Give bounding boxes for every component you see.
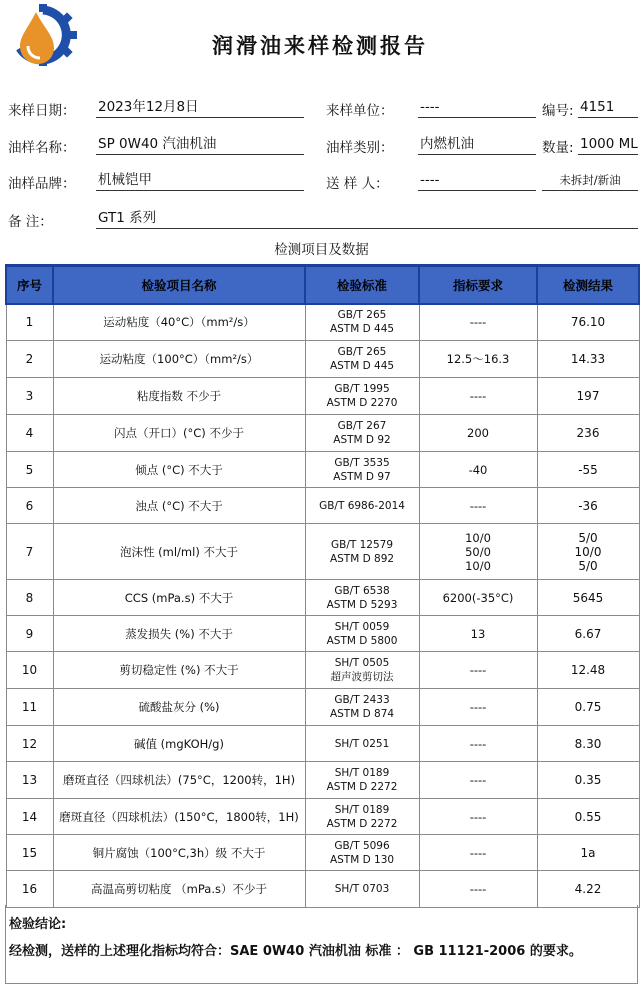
item-name: 泡沫性 (ml/ml) 不大于 <box>53 524 305 580</box>
result-line: 0.75 <box>574 700 602 714</box>
qty-label: 数量: <box>542 140 574 156</box>
date-label: 来样日期： <box>8 103 76 119</box>
standard-line: ASTM D 874 <box>329 708 395 720</box>
row-number: 16 <box>6 871 53 908</box>
row-number: 13 <box>6 762 53 799</box>
qty-value: 1000 ML <box>578 135 638 155</box>
standard <box>305 799 419 835</box>
row-number: 9 <box>6 616 53 652</box>
result-line: 0.55 <box>574 809 602 824</box>
standard-line: ASTM D 2272 <box>326 781 398 793</box>
row-number: 5 <box>6 452 53 488</box>
type-value: 内燃机油 <box>418 135 536 155</box>
header-item-name: 检验项目名称 <box>53 266 305 304</box>
header-requirement: 指标要求 <box>419 266 537 304</box>
item-name: 剪切稳定性 (%) 不大于 <box>53 652 305 689</box>
row-number: 8 <box>6 580 53 616</box>
item-name: 硫酸盐灰分 (%) <box>53 689 305 726</box>
requirement <box>419 652 537 689</box>
row-number: 15 <box>6 835 53 871</box>
standard <box>305 726 419 762</box>
name-label: 油样名称： <box>8 140 76 156</box>
result <box>537 378 639 415</box>
row-number: 10 <box>6 652 53 689</box>
result-line: 6.67 <box>574 626 602 641</box>
table-row <box>6 762 639 799</box>
standard-line: SH/T 0059 <box>334 620 390 633</box>
result <box>537 835 639 871</box>
date-value: 2023年12月8日 <box>96 98 304 118</box>
table-row <box>6 835 639 871</box>
result <box>537 415 639 452</box>
result-line: -55 <box>578 462 598 477</box>
table-row <box>6 488 639 524</box>
standard <box>305 304 419 341</box>
result-line: 4.22 <box>574 882 602 896</box>
requirement-line: 10/0 <box>465 530 491 545</box>
item-name: 碱值 (mgKOH/g) <box>53 726 305 762</box>
requirement-line: ---- <box>469 389 487 403</box>
header-standard: 检验标准 <box>305 266 419 304</box>
conclusion-text: 经检测，送样的上述理化指标均符合：SAE 0W40 汽油机油 标准 ： GB 11121-2006 的要求。 <box>9 944 582 959</box>
sender-value: ---- <box>418 171 536 191</box>
requirement-line: ---- <box>469 663 487 677</box>
standard-line: SH/T 0189 <box>334 803 390 816</box>
requirement <box>419 415 537 452</box>
number-value: 4151 <box>578 98 638 118</box>
result <box>537 871 639 908</box>
standard-line: ASTM D 92 <box>333 434 391 446</box>
standard-line: SH/T 0189 <box>334 767 390 779</box>
row-number: 1 <box>6 304 53 341</box>
standard-line: ASTM D 130 <box>329 853 395 866</box>
result <box>537 341 639 378</box>
standard-line: ASTM D 445 <box>329 360 395 372</box>
table-row <box>6 524 639 580</box>
result-line: 12.48 <box>570 663 606 677</box>
table-row <box>6 871 639 908</box>
requirement <box>419 378 537 415</box>
remark-label: 备 注： <box>8 214 53 230</box>
standard <box>305 378 419 415</box>
standard-line: SH/T 0505 <box>334 657 390 669</box>
requirement <box>419 799 537 835</box>
item-name: 高温高剪切粘度 （mPa.s）不少于 <box>53 871 305 908</box>
standard-line: GB/T 265 <box>337 346 387 358</box>
table-row <box>6 799 639 835</box>
requirement-line: ---- <box>469 736 487 751</box>
row-number: 7 <box>6 524 53 580</box>
result-line: 10/0 <box>574 544 602 559</box>
standard-line: SH/T 0703 <box>334 883 390 895</box>
result <box>537 304 639 341</box>
standard <box>305 871 419 908</box>
requirement <box>419 726 537 762</box>
seal-status: 未拆封/新油 <box>542 171 638 191</box>
result-line: 197 <box>576 389 600 403</box>
row-number: 11 <box>6 689 53 726</box>
result-line: 5645 <box>572 590 604 605</box>
result <box>537 762 639 799</box>
results-table <box>5 264 640 908</box>
standard-line: GB/T 265 <box>337 309 387 322</box>
requirement-line: ---- <box>469 845 487 860</box>
requirement-line: ---- <box>469 773 487 787</box>
result-line: 8.30 <box>574 736 602 751</box>
requirement-line: ---- <box>469 882 487 896</box>
requirement-line: -40 <box>468 462 488 477</box>
table-row <box>6 689 639 726</box>
requirement-line: ---- <box>469 809 487 824</box>
standard-line: GB/T 3535 <box>334 456 390 469</box>
number-label: 编号: <box>542 103 574 119</box>
standard <box>305 652 419 689</box>
result-line: 5/0 <box>578 530 598 545</box>
item-name: 磨斑直径（四球机法）(75°C，1200转，1H) <box>53 762 305 799</box>
item-name: 倾点 (°C) 不大于 <box>53 452 305 488</box>
result <box>537 524 639 580</box>
table-row <box>6 341 639 378</box>
header-result: 检测结果 <box>537 266 639 304</box>
name-value: SP 0W40 汽油机油 <box>96 135 304 155</box>
unit-value: ---- <box>418 98 536 118</box>
standard <box>305 580 419 616</box>
row-number: 14 <box>6 799 53 835</box>
standard-line: ASTM D 97 <box>333 470 391 483</box>
table-row <box>6 304 639 341</box>
item-name: 磨斑直径（四球机法）(150°C，1800转，1H) <box>53 799 305 835</box>
result-line: 76.10 <box>570 315 606 330</box>
standard <box>305 762 419 799</box>
result <box>537 652 639 689</box>
standard-line: SH/T 0251 <box>334 737 390 750</box>
table-row <box>6 580 639 616</box>
item-name: 闪点（开口）(°C) 不少于 <box>53 415 305 452</box>
item-name: 运动粘度（40°C）（mm²/s） <box>53 304 305 341</box>
requirement <box>419 488 537 524</box>
table-row <box>6 452 639 488</box>
result <box>537 799 639 835</box>
item-name: 铜片腐蚀（100°C,3h）级 不大于 <box>53 835 305 871</box>
requirement <box>419 762 537 799</box>
type-label: 油样类别： <box>326 140 394 156</box>
requirement <box>419 616 537 652</box>
requirement-line: ---- <box>469 498 487 513</box>
requirement-line: 12.5～16.3 <box>446 352 510 366</box>
standard-line: ASTM D 5293 <box>326 598 398 611</box>
table-header-row <box>6 266 639 304</box>
header-no: 序号 <box>6 266 53 304</box>
table-row <box>6 415 639 452</box>
result-line: 236 <box>576 426 600 440</box>
standard <box>305 488 419 524</box>
standard-line: GB/T 5096 <box>334 839 390 852</box>
result-line: 0.35 <box>574 773 602 787</box>
item-name: 粘度指数 不少于 <box>53 378 305 415</box>
requirement <box>419 304 537 341</box>
standard-line: GB/T 6538 <box>334 584 390 597</box>
requirement-line: 200 <box>467 426 489 440</box>
table-row <box>6 616 639 652</box>
remark-value: GT1 系列 <box>96 209 638 229</box>
brand-value: 机械铠甲 <box>96 171 304 191</box>
requirement <box>419 524 537 580</box>
section-title: 检测项目及数据 <box>274 242 369 258</box>
requirement <box>419 871 537 908</box>
item-name: 运动粘度（100°C）（mm²/s） <box>53 341 305 378</box>
requirement-line: ---- <box>469 700 487 714</box>
sender-label: 送 样 人： <box>326 176 389 192</box>
report-title: 润滑油来样检测报告 <box>212 33 428 58</box>
result-line: 14.33 <box>570 352 606 366</box>
conclusion-box <box>5 905 638 984</box>
standard <box>305 524 419 580</box>
brand-label: 油样品牌： <box>8 176 76 192</box>
requirement-line: 50/0 <box>465 544 491 559</box>
result <box>537 616 639 652</box>
standard-line: ASTM D 892 <box>329 552 395 565</box>
row-number: 12 <box>6 726 53 762</box>
standard-line: 超声波剪切法 <box>330 671 394 683</box>
requirement <box>419 835 537 871</box>
result-line: -36 <box>578 498 598 513</box>
row-number: 2 <box>6 341 53 378</box>
requirement-line: ---- <box>469 315 487 330</box>
requirement-line: 13 <box>470 626 486 641</box>
requirement <box>419 580 537 616</box>
standard <box>305 452 419 488</box>
table-row <box>6 726 639 762</box>
result <box>537 488 639 524</box>
standard-line: GB/T 2433 <box>334 694 390 706</box>
conclusion-title: 检验结论: <box>9 917 67 932</box>
result <box>537 689 639 726</box>
result <box>537 580 639 616</box>
table-row <box>6 652 639 689</box>
requirement-line: 10/0 <box>465 558 491 573</box>
standard-line: ASTM D 2272 <box>326 817 398 830</box>
standard-line: ASTM D 445 <box>329 323 395 336</box>
standard <box>305 835 419 871</box>
standard-line: ASTM D 2270 <box>326 397 398 409</box>
result <box>537 726 639 762</box>
item-name: 浊点 (°C) 不大于 <box>53 488 305 524</box>
result-line: 1a <box>580 845 596 860</box>
row-number: 4 <box>6 415 53 452</box>
requirement <box>419 452 537 488</box>
result-line: 5/0 <box>578 558 598 573</box>
standard <box>305 415 419 452</box>
standard-line: GB/T 267 <box>337 420 387 432</box>
requirement <box>419 689 537 726</box>
row-number: 3 <box>6 378 53 415</box>
table-row <box>6 378 639 415</box>
standard-line: GB/T 12579 <box>330 538 394 551</box>
row-number: 6 <box>6 488 53 524</box>
standard-line: GB/T 1995 <box>334 383 390 395</box>
unit-label: 来样单位： <box>326 103 394 119</box>
requirement-line: 6200(-35°C) <box>442 590 514 605</box>
requirement <box>419 341 537 378</box>
item-name: CCS (mPa.s) 不大于 <box>53 580 305 616</box>
standard <box>305 689 419 726</box>
company-logo <box>8 4 78 66</box>
standard-line: ASTM D 5800 <box>326 634 398 647</box>
standard <box>305 616 419 652</box>
item-name: 蒸发损失 (%) 不大于 <box>53 616 305 652</box>
result <box>537 452 639 488</box>
standard-line: GB/T 6986-2014 <box>319 499 405 512</box>
standard <box>305 341 419 378</box>
